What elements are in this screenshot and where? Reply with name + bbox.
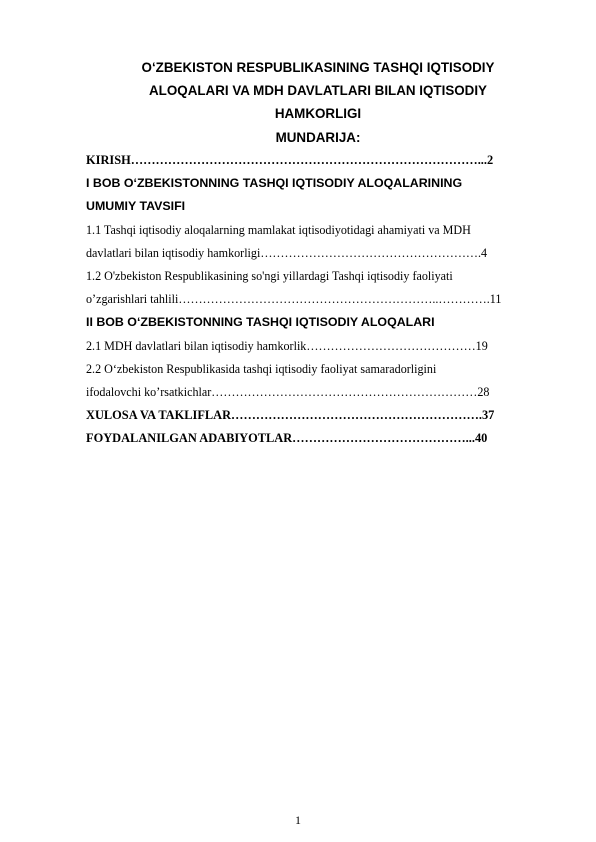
- toc-chapter-2-title: II BOB O‘ZBEKISTONNING TASHQI IQTISODIY ALOQALARI: [86, 315, 435, 330]
- toc-section-2-1: 2.1 MDH davlatlari bilan iqtisodiy hamkorlik……………………………………19: [86, 338, 488, 353]
- title-line-3: HAMKORLIGI: [274, 106, 362, 121]
- toc-section-1-2-line-2: o’zgarishlari tahlili………………………………………………………..………….11: [86, 292, 502, 307]
- contents-heading: MUNDARIJA:: [275, 130, 361, 145]
- toc-section-2-2-line-1: 2.2 O‘zbekiston Respublikasida tashqi iqtisodiy faoliyat samaradorligini: [86, 361, 437, 376]
- toc-section-1-1-line-2: davlatlari bilan iqtisodiy hamkorligi……………………………………………….4: [86, 245, 488, 260]
- toc-section-2-2-line-2: ifodalovchi ko’rsatkichlar…………………………………………………………28: [86, 385, 490, 400]
- toc-section-1-2-line-1: 1.2 O'zbekiston Respublikasining so'ngi yillardagi Tashqi iqtisodiy faoliyati: [86, 269, 453, 284]
- toc-entry-kirish: KIRISH…………………………………………………………………………...2: [86, 153, 494, 167]
- toc-section-1-1-line-1: 1.1 Tashqi iqtisodiy aloqalarning mamlakat iqtisodiyotidagi ahamiyati va MDH: [86, 222, 471, 237]
- toc-entry-xulosa: XULOSA VA TAKLIFLAR…………………………………………………….37: [86, 408, 495, 423]
- table-of-contents: [86, 149, 548, 451]
- toc-entry-adabiyotlar: FOYDALANILGAN ADABIYOTLAR……………………………………...40: [86, 431, 488, 446]
- title-line-2: ALOQALARI VA MDH DAVLATLARI BILAN IQTISODIY: [149, 83, 487, 98]
- toc-chapter-1-title-line-1: I BOB O‘ZBEKISTONNING TASHQI IQTISODIY ALOQALARINING: [86, 176, 463, 191]
- page-number: 1: [295, 813, 301, 827]
- title-block: [60, 56, 576, 149]
- title-line-1: O‘ZBEKISTON RESPUBLIKASINING TASHQI IQTISODIY: [141, 60, 495, 75]
- toc-chapter-1-title-line-2: UMUMIY TAVSIFI: [86, 199, 186, 214]
